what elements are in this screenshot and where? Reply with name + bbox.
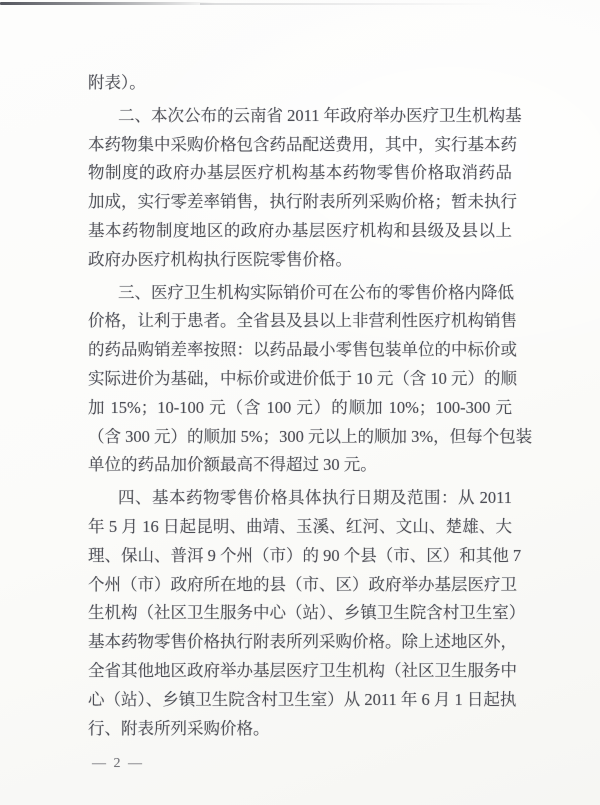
text-line: 基本药物零售价格执行附表所列采购价格。除上述地区外， xyxy=(88,632,517,652)
text-line: 行、附表所列采购价格。 xyxy=(88,718,270,738)
paragraph-item-2 xyxy=(88,102,522,275)
text-line: 基本药物制度地区的政府办基层医疗机构和县级及县以上 xyxy=(88,220,512,240)
text-line: 实际进价为基础，中标价或进价低于 10 元（含 10 元）的顺 xyxy=(88,368,517,388)
text-line: 政府办医疗机构执行医院零售价格。 xyxy=(88,249,352,269)
text-line: 年 5 月 16 日起昆明、曲靖、玉溪、红河、文山、楚雄、大 xyxy=(88,516,512,536)
document-body xyxy=(88,69,533,743)
text-line: 加 15%；10-100 元（含 100 元）的顺加 10%；100-300 元 xyxy=(88,397,512,417)
text-line: 全省其他地区政府举办基层医疗卫生机构（社区卫生服务中 xyxy=(88,660,517,680)
text-line: 价格，让利于患者。全省县及县以上非营利性医疗机构销售 xyxy=(88,311,517,331)
text-line: （含 300 元）的顺加 5%；300 元以上的顺加 3%，但每个包装 xyxy=(88,426,533,446)
text-line: 本药物集中采购价格包含药品配送费用，其中，实行基本药 xyxy=(88,134,517,154)
scan-edge-artifact-faint xyxy=(200,3,500,5)
text-line: 物制度的政府办基层医疗机构基本药物零售价格取消药品 xyxy=(88,163,512,183)
text-line: 单位的药品加价额最高不得超过 30 元。 xyxy=(88,455,377,475)
paragraph-continuation xyxy=(88,69,512,98)
text-line: 四、基本药物零售价格具体执行日期及范围：从 2011 xyxy=(118,488,512,508)
text-line: 二、本次公布的云南省 2011 年政府举办医疗卫生机构基 xyxy=(118,105,522,125)
text-line: 加成，实行零差率销售，执行附表所列采购价格；暂未执行 xyxy=(88,192,517,212)
paragraph-item-4 xyxy=(88,484,526,743)
text-line: 理、保山、普洱 9 个州（市）的 90 个县（市、区）和其他 7 xyxy=(88,545,522,565)
text-line: 生机构（社区卫生服务中心（站）、乡镇卫生院含村卫生室） xyxy=(88,603,526,623)
text-line: 三、医疗卫生机构实际销价可在公布的零售价格内降低 xyxy=(118,282,514,302)
text-line: 个州（市）政府所在地的县（市、区）政府举办基层医疗卫 xyxy=(88,574,517,594)
scan-edge-artifact xyxy=(0,2,215,5)
page-number: — 2 — xyxy=(92,756,144,771)
text-line: 的药品购销差率按照：以药品最小零售包装单位的中标价或 xyxy=(88,340,517,360)
text-line: 心（站）、乡镇卫生院含村卫生室）从 2011 年 6 月 1 日起执 xyxy=(88,689,517,709)
text-line: 附表）。 xyxy=(88,73,146,92)
paragraph-item-3 xyxy=(88,279,533,481)
